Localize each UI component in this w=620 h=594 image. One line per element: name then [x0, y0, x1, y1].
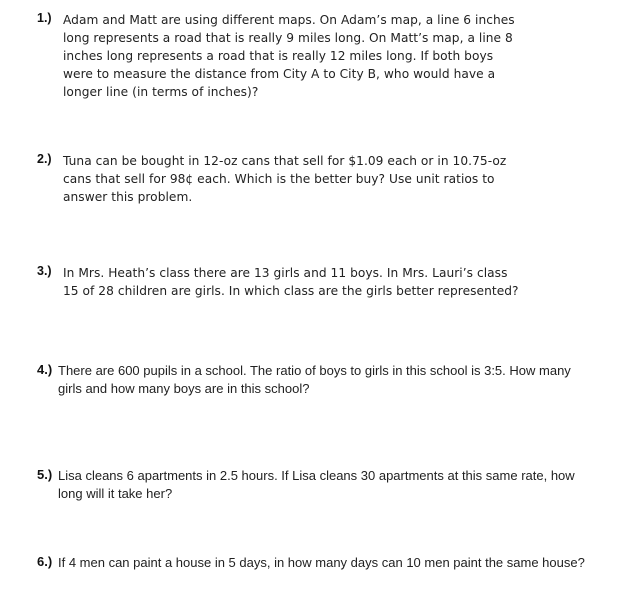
- problem-number: 6.): [37, 554, 53, 569]
- problem-text: Tuna can be bought in 12-oz cans that sell for $1.09 each or in 10.75-oz cans that sell for 98¢ each. Which is the better buy? Use unit ratios to answer this problem.: [63, 154, 507, 204]
- problem-number: 1.): [37, 11, 52, 25]
- problem-number: 5.): [37, 467, 53, 482]
- problem-text: Lisa cleans 6 apartments in 2.5 hours. If Lisa cleans 30 apartments at this same rate, how long will it take her?: [58, 468, 575, 501]
- problem-text: Adam and Matt are using different maps. On Adam’s map, a line 6 inches long represents a road that is really 9 miles long. On Matt’s map, a line 8 inches long represents a road that is really 12 miles long. If both boys were to measure the distance from City A to City B, who would have a longer line (in terms of inches)?: [63, 13, 515, 99]
- problem-number: 2.): [37, 152, 52, 166]
- problem-text: If 4 men can paint a house in 5 days, in how many days can 10 men paint the same house?: [58, 555, 585, 570]
- problem-text: There are 600 pupils in a school. The ratio of boys to girls in this school is 3:5. How many girls and how many boys are in this school?: [58, 363, 571, 396]
- problem-text: In Mrs. Heath’s class there are 13 girls and 11 boys. In Mrs. Lauri’s class 15 of 28 children are girls. In which class are the girls better represented?: [63, 266, 519, 298]
- problem-number: 3.): [37, 264, 52, 278]
- problem-number: 4.): [37, 362, 53, 377]
